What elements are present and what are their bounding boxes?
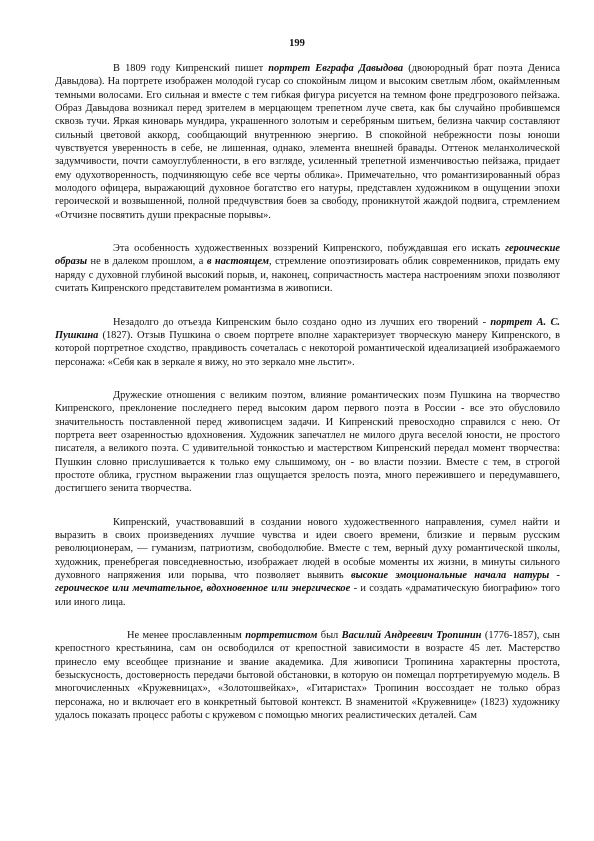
paragraph: [55, 389, 560, 496]
emphasis-text: в настоящем: [206, 256, 269, 268]
emphasis-text: портретистом: [245, 630, 318, 642]
paragraph: [55, 516, 560, 609]
emphasis-text: портрет Евграфа Давыдова: [268, 63, 404, 74]
paragraph-text: Дружеские отношения с великим поэтом, влияние романтических поэм Пушкина на творчество Кипренского, преклонение последнего перед высоким даром первого поэта в России - все это обусловило значительность поставленной перед живописцем задачи. И Кипренский превосходно справился с нею. От портрета веет озаренностью вдохновения. Художник запечатлел не милого друга веселой юности, не простого писателя, а великого поэта. С удивительной тонкостью и мастерством Кипренский передал момент творчества: Пушкин словно прислушивается к только ему слышимому, он - во власти поэзии. Вместе с тем, в строгой простоте облика, грустном выражении глаз ощущается зрелость поэта, много пережившего и передумавшего, достигшего зенита творчества.: [55, 389, 560, 495]
paragraph-text: Кипренский, участвовавший в создании нового художественного направления, сумел найти и выразить в своих произведениях лучшие чувства и идеи своего времени, близкие и первым русским революционерам, — гуманизм, патриотизм, свободолюбие. Вместе с тем, верный духу романтической школы, художник, пренебрегая повседневностью, изображает людей в особые моменты их жизни, в минуты сильного духовного напряжения или порыва, что позволяет выявить: [55, 516, 560, 581]
emphasis-text: Василий Андреевич Тропинин: [341, 630, 482, 642]
paragraph-text: не в далеком прошлом, а: [87, 256, 207, 268]
emphasis-text: портрет А. С. Пушкина: [55, 316, 561, 341]
document-body: [55, 62, 560, 722]
paragraph-text: (двоюродный брат поэта Дениса Давыдова). На портрете изображен молодой гусар со спокойным лицом и высоким светлым лбом, окаймленным темными волосами. Его сильная и вместе с тем гибкая фигура рисуется на темном фоне предгрозового пейзажа. Образ Давыдова возникал перед зрителем в мерцающем трепетном луче света, как бы случайно пробившемся сквозь тучи. Яркая киноварь мундира, украшенного золотым и серебряным шитьем, белизна чакчир составляют сильный цветовой аккорд, сообщающий внутреннюю энергию. В спокойной небрежности позы юноши чувствуется уверенность в себе, не лишенная, однако, элемента внешней бравады. Оттенок меланхолической задумчивости, почти самоуглубленности, в его взгляде, усиленный трепетной изменчивостью пейзажа, придает ему одухотворенность, подчиняющую себе все черты облика». Примечательно, что романтизированный образ молодого офицера, выражающий духовное богатство его натуры, представлен художником в ощущении эпохи героической и возвышенной, полной предчувствия боев за свободу, проникнутой жаждой подвига, стремлением «Отчизне посвятить души прекрасные порывы».: [55, 63, 560, 221]
emphasis-text: высокие эмоциональные начала натуры - героическое или мечтательное, вдохновенное или энергическое: [55, 570, 560, 595]
page-number: 199: [289, 38, 305, 49]
paragraph-text: был: [317, 630, 342, 642]
paragraph: [55, 316, 560, 369]
paragraph-text: Незадолго до отъезда Кипренским было создано одно из лучших его творений -: [113, 316, 491, 328]
paragraph-text: Не менее прославленным: [127, 630, 246, 642]
paragraph-text: В 1809 году Кипренский пишет: [113, 63, 269, 74]
paragraph: [55, 242, 560, 295]
paragraph-text: (1776-1857), сын крепостного крестьянина, сам он освободился от крепостной зависимости в возрасте 45 лет. Мастерство принесло ему всеобщее признание и звание академика. Для живописи Тропинина характерны простота, безыскусность, достоверность передачи бытовой обстановки, в которую он помещал портретируемую модель. В многочисленных «Кружевницах», «Золотошвейках», «Гитаристах» Тропинин воссоздает не только образ персонажа, но и включает его в конкретный бытовой контекст. В знаменитой «Кружевнице» (1823) художнику удалось показать процесс работы с кружевом с помощью многих реалистических деталей. Сам: [55, 630, 560, 722]
paragraph-text: Эта особенность художественных воззрений Кипренского, побуждавшая его искать: [113, 243, 506, 255]
paragraph-text: - и создать «драматическую биографию» того или иного лица.: [55, 583, 560, 608]
emphasis-text: героические образы: [55, 243, 560, 268]
paragraph: [55, 629, 560, 722]
paragraph-text: , стремление опоэтизировать облик современников, придать ему наряду с духовной глубиной высокий порыв, и, наконец, сопричастность мастера настроениям эпохи позволяют считать Кипренского представителем романтизма в живописи.: [55, 256, 560, 295]
paragraph: [55, 62, 560, 222]
paragraph-text: (1827). Отзыв Пушкина о своем портрете вполне характеризует творческую манеру Кипренского, в которой портретное сходство, правдивость сочеталась с некоторой романтической идеализацией изображаемого персонажа: «Себя как в зеркале я вижу, но это зеркало мне льстит».: [55, 329, 560, 368]
